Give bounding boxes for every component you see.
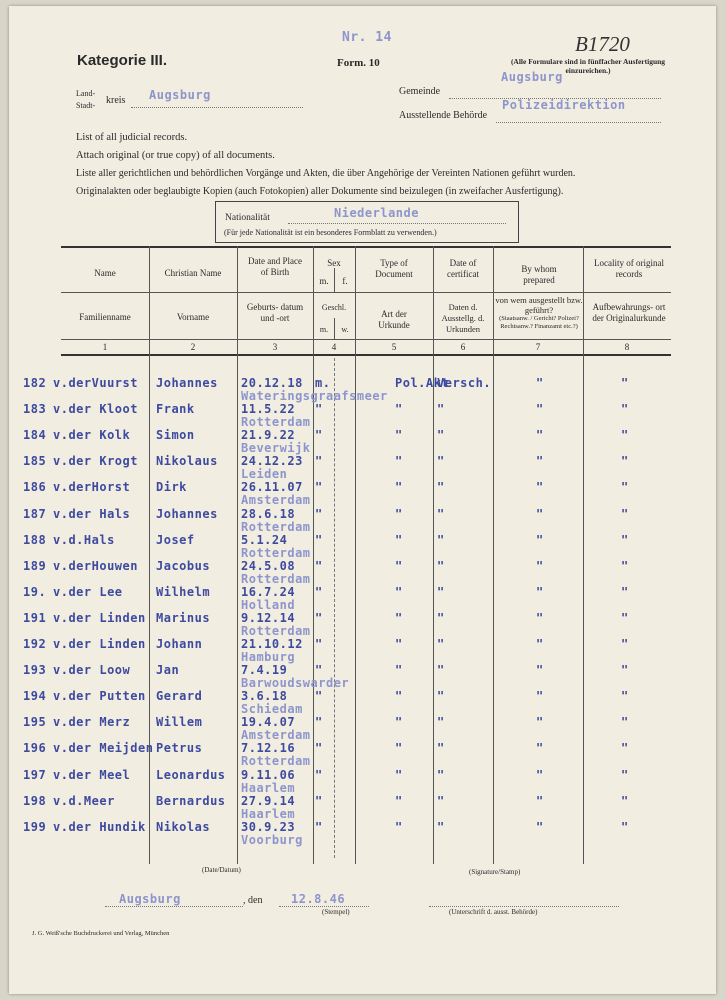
table-row	[9, 794, 716, 820]
row-prepared-by: "	[536, 376, 544, 390]
row-birth-place: Schiedam	[241, 702, 303, 716]
row-number: 192	[23, 637, 47, 651]
row-birth-date: 24.5.08	[241, 559, 296, 573]
row-birth-date: 3.6.18	[241, 689, 288, 703]
table-row	[9, 768, 716, 794]
row-certificate-date: "	[437, 402, 445, 416]
row-birth-date: 9.12.14	[241, 611, 296, 625]
row-certificate-date: "	[437, 768, 445, 782]
row-document-type: Pol.Akt	[395, 376, 450, 390]
table-row	[9, 376, 716, 402]
row-vorname: Dirk	[156, 480, 187, 494]
row-birth-place: Wateringsgraafsmeer	[241, 389, 388, 403]
col-sex-m-de: m.	[319, 325, 329, 334]
col-aufbewahrung-header: Aufbewahrungs- ort der Originalurkunde	[592, 302, 666, 323]
row-number: 189	[23, 559, 47, 573]
row-birth-date: 20.12.18	[241, 376, 303, 390]
instruction-2: Attach original (or true copy) of all documents.	[76, 150, 275, 161]
col-num-2: 2	[190, 342, 196, 352]
printer-imprint: J. G. Weiß'sche Buchdruckerei und Verlag, München	[32, 930, 170, 937]
row-birth-date: 5.1.24	[241, 533, 288, 547]
row-birth-place: Amsterdam	[241, 728, 311, 742]
row-prepared-by: "	[536, 585, 544, 599]
row-vorname: Nikolaus	[156, 454, 218, 468]
row-document-type: "	[395, 689, 403, 703]
row-locality: "	[621, 402, 629, 416]
row-document-type: "	[395, 507, 403, 521]
row-certificate-date: "	[437, 533, 445, 547]
nationality-label: Nationalität	[225, 213, 270, 223]
row-document-type: "	[395, 559, 403, 573]
submission-note: (Alle Formulare sind in fünffacher Ausfertigung einzureichen.)	[510, 57, 666, 75]
row-locality: "	[621, 533, 629, 547]
nationality-note: (Für jede Nationalität ist ein besonderes Formblatt zu verwenden.)	[224, 228, 437, 237]
table-row	[9, 689, 716, 715]
row-sex: "	[315, 559, 323, 573]
col-daten-header: Daten d. Ausstellg. d. Urkunden	[441, 302, 485, 334]
row-number: 185	[23, 454, 47, 468]
row-vorname: Simon	[156, 428, 195, 442]
table-row	[9, 559, 716, 585]
col-prepared-by-header: By whom prepared	[521, 264, 557, 285]
row-certificate-date: "	[437, 611, 445, 625]
row-familienname: v.der Linden	[53, 611, 146, 625]
instruction-3: Liste aller gerichtlichen und behördlichen Vorgänge und Akten, die über Angehörige der Vereinten Nationen geführt wurden.	[76, 168, 576, 179]
row-document-type: "	[395, 454, 403, 468]
row-vorname: Josef	[156, 533, 195, 547]
table-row	[9, 715, 716, 741]
row-sex: m.	[315, 376, 331, 390]
row-vorname: Willem	[156, 715, 203, 729]
row-prepared-by: "	[536, 428, 544, 442]
instruction-1: List of all judicial records.	[76, 132, 188, 143]
row-sex: "	[315, 689, 323, 703]
row-prepared-by: "	[536, 533, 544, 547]
stempel-label: (Stempel)	[322, 908, 350, 916]
row-vorname: Petrus	[156, 741, 203, 755]
row-birth-place: Voorburg	[241, 833, 303, 847]
row-familienname: v.der Putten	[53, 689, 146, 703]
table-row	[9, 637, 716, 663]
row-birth-place: Hamburg	[241, 650, 296, 664]
row-locality: "	[621, 454, 629, 468]
col-sex-header: Sex	[327, 258, 341, 268]
form-number: Form. 10	[337, 57, 380, 69]
col-num-3: 3	[272, 342, 278, 352]
row-familienname: v.derHouwen	[53, 559, 138, 573]
row-vorname: Leonardus	[156, 768, 226, 782]
row-number: 186	[23, 480, 47, 494]
date-label: (Date/Datum)	[202, 866, 241, 874]
row-sex: "	[315, 428, 323, 442]
table-row	[9, 507, 716, 533]
row-vorname: Johannes	[156, 376, 218, 390]
row-prepared-by: "	[536, 794, 544, 808]
row-sex: "	[315, 637, 323, 651]
row-number: 197	[23, 768, 47, 782]
row-certificate-date: "	[437, 663, 445, 677]
row-number: 196	[23, 741, 47, 755]
table-row	[9, 741, 716, 767]
row-vorname: Bernardus	[156, 794, 226, 808]
col-christian-name-header: Christian Name	[164, 268, 222, 278]
row-birth-place: Amsterdam	[241, 493, 311, 507]
row-vorname: Frank	[156, 402, 195, 416]
col-birth-header: Date and Place of Birth	[248, 256, 302, 277]
row-locality: "	[621, 428, 629, 442]
row-familienname: v.der Krogt	[53, 454, 138, 468]
col-num-7: 7	[535, 342, 541, 352]
row-locality: "	[621, 768, 629, 782]
footer-den: , den	[243, 895, 263, 906]
row-prepared-by: "	[536, 480, 544, 494]
unterschrift-label: (Unterschrift d. ausst. Behörde)	[449, 908, 538, 916]
row-familienname: v.der Linden	[53, 637, 146, 651]
row-number: 184	[23, 428, 47, 442]
row-locality: "	[621, 794, 629, 808]
col-familienname-header: Familienname	[79, 312, 131, 322]
row-certificate-date: "	[437, 454, 445, 468]
row-certificate-date: "	[437, 480, 445, 494]
row-sex: "	[315, 741, 323, 755]
col-doc-type-header: Type of Document	[375, 258, 413, 279]
row-number: 199	[23, 820, 47, 834]
col-ausgestellt-header: von wem ausgestellt bzw. geführt?	[495, 295, 583, 315]
row-sex: "	[315, 663, 323, 677]
row-sex: "	[315, 611, 323, 625]
table-row	[9, 454, 716, 480]
row-prepared-by: "	[536, 611, 544, 625]
row-locality: "	[621, 663, 629, 677]
row-birth-date: 21.9.22	[241, 428, 296, 442]
row-locality: "	[621, 715, 629, 729]
row-locality: "	[621, 480, 629, 494]
table-row	[9, 820, 716, 846]
kategorie-title: Kategorie III.	[77, 52, 168, 69]
row-document-type: "	[395, 794, 403, 808]
row-vorname: Johannes	[156, 507, 218, 521]
row-locality: "	[621, 507, 629, 521]
row-familienname: v.der Hundik	[53, 820, 146, 834]
row-document-type: "	[395, 402, 403, 416]
col-sex-w-de: w.	[341, 325, 349, 334]
col-num-5: 5	[391, 342, 397, 352]
row-birth-date: 7.12.16	[241, 741, 296, 755]
row-locality: "	[621, 559, 629, 573]
row-birth-date: 21.10.12	[241, 637, 303, 651]
col-num-1: 1	[102, 342, 108, 352]
row-birth-place: Leiden	[241, 467, 288, 481]
col-num-8: 8	[624, 342, 630, 352]
col-num-4: 4	[331, 342, 337, 352]
row-certificate-date: "	[437, 794, 445, 808]
row-document-type: "	[395, 611, 403, 625]
instruction-4: Originalakten oder beglaubigte Kopien (auch Fotokopien) aller Dokumente sind beizulegen (in zweifacher Ausfertigung).	[76, 186, 564, 197]
row-birth-date: 28.6.18	[241, 507, 296, 521]
row-birth-date: 19.4.07	[241, 715, 296, 729]
row-prepared-by: "	[536, 741, 544, 755]
gemeinde-label: Gemeinde	[399, 86, 441, 97]
row-familienname: v.der Hals	[53, 507, 131, 521]
row-document-type: "	[395, 585, 403, 599]
table-row	[9, 533, 716, 559]
row-birth-place: Rotterdam	[241, 520, 311, 534]
row-locality: "	[621, 637, 629, 651]
nationality-box	[215, 201, 519, 243]
row-birth-date: 30.9.23	[241, 820, 296, 834]
row-birth-place: Haarlem	[241, 807, 296, 821]
row-prepared-by: "	[536, 663, 544, 677]
col-geschl-header: Geschl.	[321, 303, 347, 312]
footer-place: Augsburg	[119, 892, 181, 906]
row-sex: "	[315, 794, 323, 808]
row-number: 182	[23, 376, 47, 390]
row-certificate-date: "	[437, 507, 445, 521]
table-row	[9, 480, 716, 506]
signature-label: (Signature/Stamp)	[469, 868, 521, 876]
row-number: 193	[23, 663, 47, 677]
row-prepared-by: "	[536, 559, 544, 573]
table-row	[9, 428, 716, 454]
row-vorname: Wilhelm	[156, 585, 211, 599]
col-num-6: 6	[460, 342, 466, 352]
row-document-type: "	[395, 533, 403, 547]
row-birth-place: Rotterdam	[241, 546, 311, 560]
row-document-type: "	[395, 715, 403, 729]
row-familienname: v.d.Hals	[53, 533, 115, 547]
row-familienname: v.der Kolk	[53, 428, 131, 442]
row-number: 188	[23, 533, 47, 547]
row-certificate-date: "	[437, 741, 445, 755]
gemeinde-value: Augsburg	[501, 70, 563, 84]
table-row	[9, 611, 716, 637]
row-birth-place: Rotterdam	[241, 572, 311, 586]
col-sex-m-en: m.	[319, 276, 329, 286]
row-birth-date: 24.12.23	[241, 454, 303, 468]
row-prepared-by: "	[536, 689, 544, 703]
row-locality: "	[621, 376, 629, 390]
row-prepared-by: "	[536, 820, 544, 834]
row-prepared-by: "	[536, 768, 544, 782]
col-cert-date-header: Date of certificat	[447, 258, 479, 279]
row-sex: "	[315, 715, 323, 729]
kreis-value: Augsburg	[149, 88, 211, 102]
row-birth-place: Haarlem	[241, 781, 296, 795]
col-ausgestellt-note: (Staatsanw. / Gericht? Polizei? Rechtsanw.? Finanzamt etc.?)	[499, 315, 579, 330]
col-sex-f-en: f.	[342, 276, 348, 286]
row-sex: "	[315, 585, 323, 599]
row-certificate-date: "	[437, 715, 445, 729]
row-familienname: v.derHorst	[53, 480, 131, 494]
row-familienname: v.der Lee	[53, 585, 123, 599]
table-row	[9, 663, 716, 689]
row-vorname: Marinus	[156, 611, 211, 625]
row-sex: "	[315, 507, 323, 521]
behoerde-value: Polizeidirektion	[502, 98, 626, 112]
document-number: Nr. 14	[342, 30, 392, 45]
behoerde-label: Ausstellende Behörde	[399, 110, 488, 121]
row-sex: "	[315, 402, 323, 416]
row-certificate-date: "	[437, 585, 445, 599]
row-sex: "	[315, 480, 323, 494]
row-certificate-date: "	[437, 637, 445, 651]
land-label: Land-	[76, 89, 96, 98]
row-number: 183	[23, 402, 47, 416]
row-prepared-by: "	[536, 507, 544, 521]
archive-number: B1720	[575, 32, 630, 56]
row-prepared-by: "	[536, 402, 544, 416]
row-document-type: "	[395, 741, 403, 755]
row-birth-place: Barwoudswarder	[241, 676, 350, 690]
row-number: 191	[23, 611, 47, 625]
row-vorname: Nikolas	[156, 820, 211, 834]
col-vorname-header: Vorname	[176, 312, 210, 322]
stadt-label: Stadt-	[76, 101, 96, 110]
row-locality: "	[621, 741, 629, 755]
row-vorname: Jan	[156, 663, 180, 677]
row-birth-date: 9.11.06	[241, 768, 296, 782]
row-familienname: v.der Loow	[53, 663, 131, 677]
row-sex: "	[315, 820, 323, 834]
document-page	[9, 6, 716, 994]
row-number: 187	[23, 507, 47, 521]
col-name-header: Name	[94, 268, 116, 278]
row-familienname: v.der Meel	[53, 768, 131, 782]
row-vorname: Jacobus	[156, 559, 211, 573]
row-prepared-by: "	[536, 637, 544, 651]
row-birth-place: Rotterdam	[241, 624, 311, 638]
row-number: 195	[23, 715, 47, 729]
row-birth-date: 11.5.22	[241, 402, 296, 416]
row-birth-place: Rotterdam	[241, 415, 311, 429]
row-certificate-date: "	[437, 428, 445, 442]
row-certificate-date: "	[437, 689, 445, 703]
col-locality-header: Locality of original records	[594, 258, 664, 279]
row-vorname: Gerard	[156, 689, 203, 703]
row-prepared-by: "	[536, 715, 544, 729]
row-certificate-date: "	[437, 820, 445, 834]
row-number: 19.	[23, 585, 47, 599]
row-familienname: v.der Kloot	[53, 402, 138, 416]
row-birth-place: Rotterdam	[241, 754, 311, 768]
table-row	[9, 402, 716, 428]
row-locality: "	[621, 820, 629, 834]
row-number: 198	[23, 794, 47, 808]
col-art-header: Art der Urkunde	[378, 309, 410, 330]
row-locality: "	[621, 611, 629, 625]
row-sex: "	[315, 454, 323, 468]
row-certificate-date: Versch.	[437, 376, 492, 390]
footer-date: 12.8.46	[291, 892, 346, 906]
row-document-type: "	[395, 663, 403, 677]
row-familienname: v.derVuurst	[53, 376, 138, 390]
row-locality: "	[621, 689, 629, 703]
row-birth-place: Holland	[241, 598, 296, 612]
row-prepared-by: "	[536, 454, 544, 468]
table-row	[9, 585, 716, 611]
table-top-border	[61, 246, 671, 248]
row-document-type: "	[395, 820, 403, 834]
row-document-type: "	[395, 768, 403, 782]
row-birth-date: 16.7.24	[241, 585, 296, 599]
kreis-label: kreis	[106, 95, 126, 106]
row-document-type: "	[395, 480, 403, 494]
row-sex: "	[315, 768, 323, 782]
row-sex: "	[315, 533, 323, 547]
row-familienname: v.der Merz	[53, 715, 131, 729]
row-familienname: v.d.Meer	[53, 794, 115, 808]
row-familienname: v.der Meijden	[53, 741, 154, 755]
row-birth-place: Beverwijk	[241, 441, 311, 455]
col-geburt-header: Geburts- datum und -ort	[246, 302, 304, 323]
nationality-value: Niederlande	[334, 206, 419, 220]
row-number: 194	[23, 689, 47, 703]
row-document-type: "	[395, 428, 403, 442]
row-vorname: Johann	[156, 637, 203, 651]
row-birth-date: 26.11.07	[241, 480, 303, 494]
row-birth-date: 27.9.14	[241, 794, 296, 808]
row-locality: "	[621, 585, 629, 599]
row-birth-date: 7.4.19	[241, 663, 288, 677]
row-certificate-date: "	[437, 559, 445, 573]
row-document-type: "	[395, 637, 403, 651]
